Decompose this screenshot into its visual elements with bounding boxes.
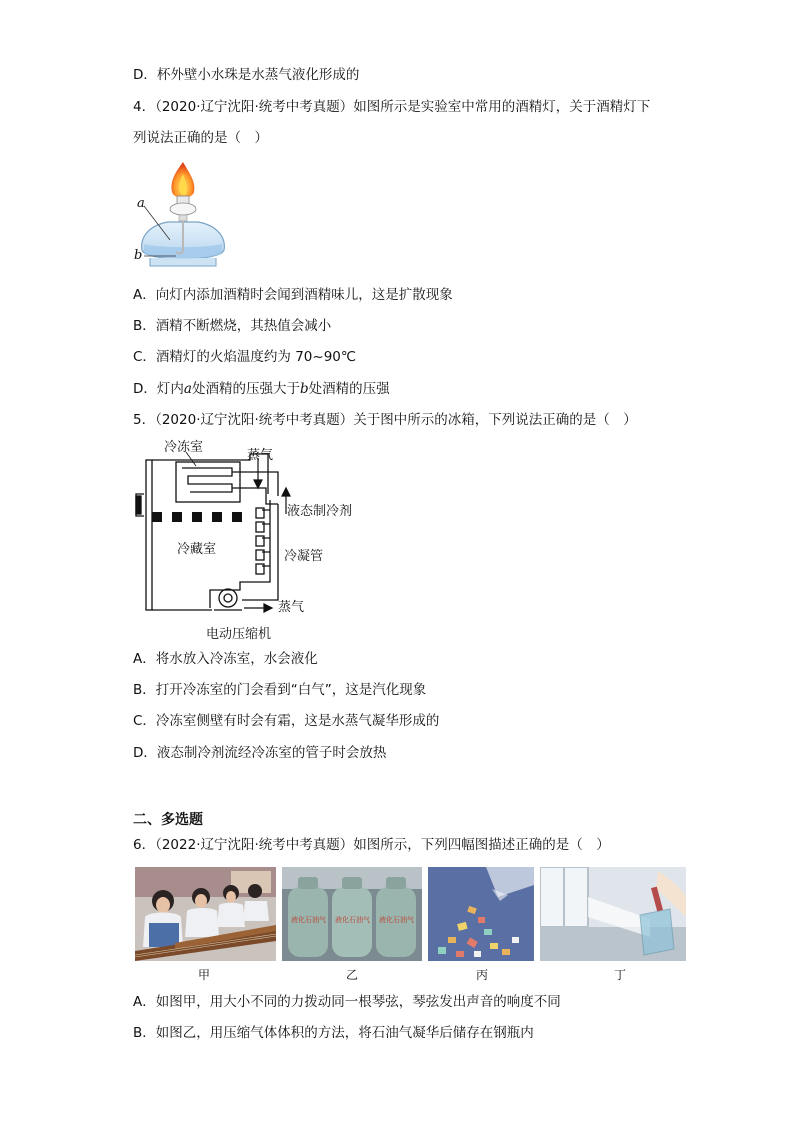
q4-option-c: C．酒精灯的火焰温度约为 70~90℃ xyxy=(133,349,357,365)
q4-option-d: D．灯内a处酒精的压强大于b处酒精的压强 xyxy=(133,381,390,397)
label-compressor: 电动压缩机 xyxy=(206,627,272,642)
refrigerator-figure xyxy=(130,432,390,642)
caption-bing: 丙 xyxy=(476,968,489,982)
caption-yi: 乙 xyxy=(346,968,359,982)
q5-option-a: A．将水放入冷冻室，水会液化 xyxy=(133,651,318,667)
alcohol-lamp-figure xyxy=(130,160,230,275)
cylinder-text-2: 液化石油气 xyxy=(335,916,370,924)
label-fridge: 冷藏室 xyxy=(177,542,217,557)
photo-yi-gas-cylinders xyxy=(282,867,422,961)
photo-ding-light-experiment xyxy=(540,867,686,961)
caption-ding: 丁 xyxy=(614,968,627,982)
label-steam-top: 蒸气 xyxy=(247,448,274,463)
label-condenser: 冷凝管 xyxy=(284,549,324,564)
q6-option-b: B．如图乙，用压缩气体体积的方法，将石油气凝华后储存在钢瓶内 xyxy=(133,1025,534,1041)
q6-stem: 6．（2022·辽宁沈阳·统考中考真题）如图所示，下列四幅图描述正确的是（ ） xyxy=(133,837,610,853)
q5-stem: 5．（2020·辽宁沈阳·统考中考真题）关于图中所示的冰箱，下列说法正确的是（ ） xyxy=(133,412,637,428)
photo-bing-paper-pieces xyxy=(428,867,534,961)
q6-option-a: A．如图甲，用大小不同的力拨动同一根琴弦，琴弦发出声音的响度不同 xyxy=(133,994,561,1010)
q3-option-d: D．杯外壁小水珠是水蒸气液化形成的 xyxy=(133,67,360,83)
q5-option-b: B．打开冷冻室的门会看到“白气”，这是汽化现象 xyxy=(133,682,427,698)
section-title: 二、多选题 xyxy=(133,812,203,828)
q5-option-d: D．液态制冷剂流经冷冻室的管子时会放热 xyxy=(133,745,387,761)
label-freezer: 冷冻室 xyxy=(164,440,204,455)
cylinder-text-3: 液化石油气 xyxy=(379,916,414,924)
label-liquid-refrigerant: 液态制冷剂 xyxy=(287,504,353,519)
label-steam-bottom: 蒸气 xyxy=(278,600,305,615)
lamp-label-b: b xyxy=(134,248,143,263)
lamp-label-a: a xyxy=(137,196,145,211)
photo-jia-guzheng xyxy=(135,867,276,961)
q5-option-c: C．冷冻室侧壁有时会有霜，这是水蒸气凝华形成的 xyxy=(133,713,440,729)
q4-option-b: B．酒精不断燃烧，其热值会减小 xyxy=(133,318,332,334)
q4-stem-line1: 4．（2020·辽宁沈阳·统考中考真题）如图所示是实验室中常用的酒精灯，关于酒精灯下 xyxy=(133,99,651,115)
q4-stem-line2: 列说法正确的是（ ） xyxy=(133,130,268,146)
caption-jia: 甲 xyxy=(198,968,211,982)
q4-option-a: A．向灯内添加酒精时会闻到酒精味儿，这是扩散现象 xyxy=(133,287,453,303)
cylinder-text-1: 液化石油气 xyxy=(291,916,326,924)
